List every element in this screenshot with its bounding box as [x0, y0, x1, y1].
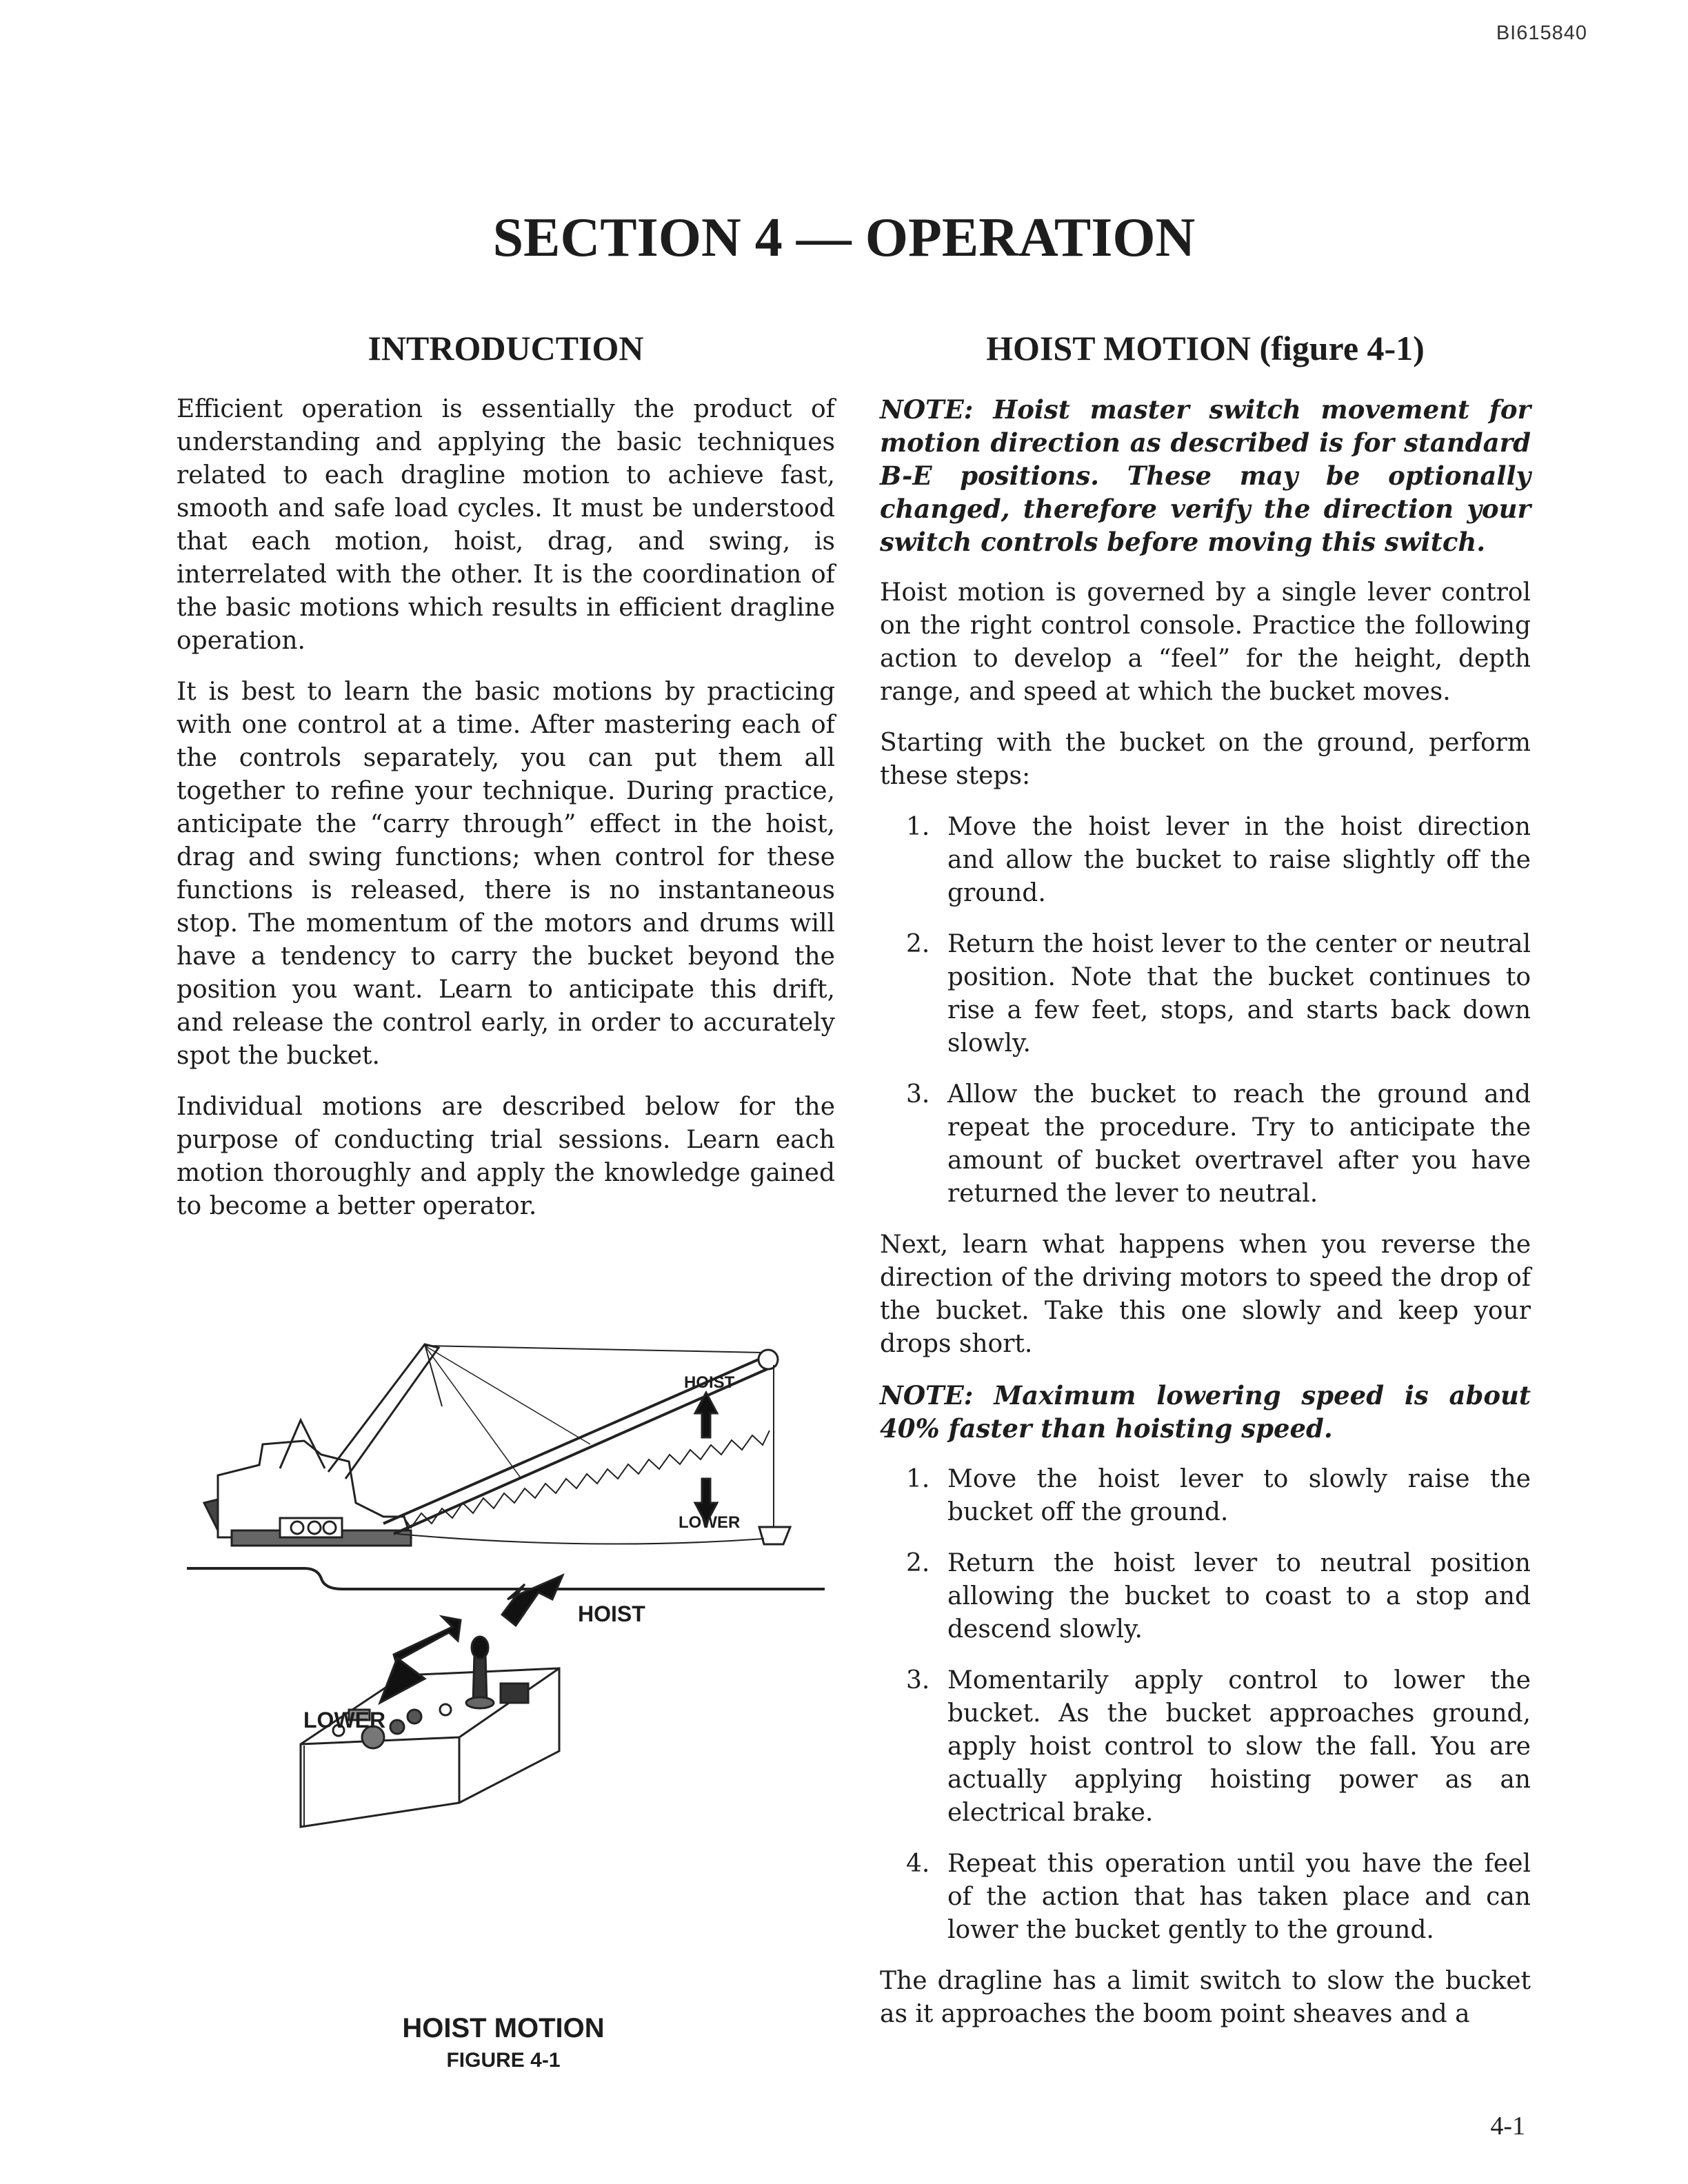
list-item: 1. Move the hoist lever to slowly raise the bucket off the ground.	[906, 1465, 1531, 1526]
hoist-motion-column	[880, 324, 1531, 2049]
hoist-paragraph-2: Starting with the bucket on the ground, perform these steps:	[880, 729, 1531, 790]
introduction-heading: INTRODUCTION	[368, 329, 644, 367]
hoist-motion-figure	[177, 1296, 838, 2068]
figure-title: HOIST MOTION	[402, 2013, 605, 2043]
hoist-motion-heading: HOIST MOTION (figure 4-1)	[986, 329, 1425, 367]
hoist-note-direction: NOTE: Hoist master switch movement for motion direction as described is for standard B-E positions. These may be optionally changed, therefore verify the direction your switch controls before moving this switch.	[880, 394, 1531, 557]
hoist-steps-list-2	[880, 1463, 1531, 1947]
dragline-illustration	[177, 1296, 838, 2013]
intro-paragraph-1: Efficient operation is essentially the product of understanding and applying the basic techniques related to each dragline motion to achieve fast, smooth and safe load cycles. It must be understood that each motion, hoist, drag, and swing, is interrelated with the other. It is the coordination of the basic motions which results in efficient dragline operation.	[177, 395, 835, 655]
hoist-paragraph-3: Next, learn what happens when you reverse the direction of the driving motors to speed the drop of the bucket. Take this one slowly and keep your drops short.	[880, 1231, 1531, 1358]
list-item: 1. Move the hoist lever in the hoist direction and allow the bucket to raise slightly off the ground.	[906, 813, 1531, 907]
intro-paragraph-3: Individual motions are described below for the purpose of conducting trial sessions. Learn each motion thoroughly and apply the knowledge gained to become a better operator.	[177, 1093, 835, 1220]
hoist-paragraph-4: The dragline has a limit switch to slow the bucket as it approaches the boom point sheaves and a	[880, 1967, 1531, 2028]
list-item: 3. Allow the bucket to reach the ground and repeat the procedure. Try to anticipate the amount of bucket overtravel after you have returned the lever to neutral.	[906, 1080, 1531, 1208]
hoist-note-lowering-speed: NOTE: Maximum lowering speed is about 40% faster than hoisting speed.	[880, 1380, 1531, 1444]
figure-number: FIGURE 4-1	[446, 2049, 561, 2072]
list-item: 3. Momentarily apply control to lower the bucket. As the bucket approaches ground, apply hoist control to slow the fall. You are actually applying hoisting power as an electrical brake.	[906, 1666, 1531, 1827]
figure-label-lower-boom: LOWER	[679, 1513, 741, 1532]
hoist-steps-list-1	[880, 811, 1531, 1211]
figure-label-lower-lever: LOWER	[303, 1708, 386, 1732]
document-id: BI615840	[1496, 22, 1587, 44]
list-item: 4. Repeat this operation until you have the feel of the action that has taken place and can lower the bucket gently to the ground.	[906, 1850, 1531, 1944]
page-number: 4-1	[1490, 2112, 1525, 2141]
intro-paragraph-2: It is best to learn the basic motions by practicing with one control at a time. After mastering each of the controls separately, you can put them all together to refine your technique. During practice, anticipate the “carry through” effect in the hoist, drag and swing functions; when control for these functions is released, there is no instantaneous stop. The momentum of the motors and drums will have a tendency to carry the bucket beyond the position you want. Learn to anticipate this drift, and release the control early, in order to accurately spot the bucket.	[177, 678, 835, 1070]
list-item: 2. Return the hoist lever to neutral position allowing the bucket to coast to a stop and descend slowly.	[906, 1549, 1531, 1644]
introduction-column	[177, 324, 835, 1241]
list-item: 2. Return the hoist lever to the center or neutral position. Note that the bucket continues to rise a few feet, stops, and starts back down slowly.	[906, 930, 1531, 1058]
figure-label-hoist-boom: HOIST	[684, 1373, 735, 1392]
section-title: SECTION 4 — OPERATION	[492, 208, 1196, 268]
figure-label-hoist-lever: HOIST	[578, 1601, 645, 1626]
hoist-paragraph-1: Hoist motion is governed by a single lever control on the right control console. Practice the following action to develop a “feel” for the height, depth range, and speed at which the bucket moves.	[880, 578, 1531, 706]
